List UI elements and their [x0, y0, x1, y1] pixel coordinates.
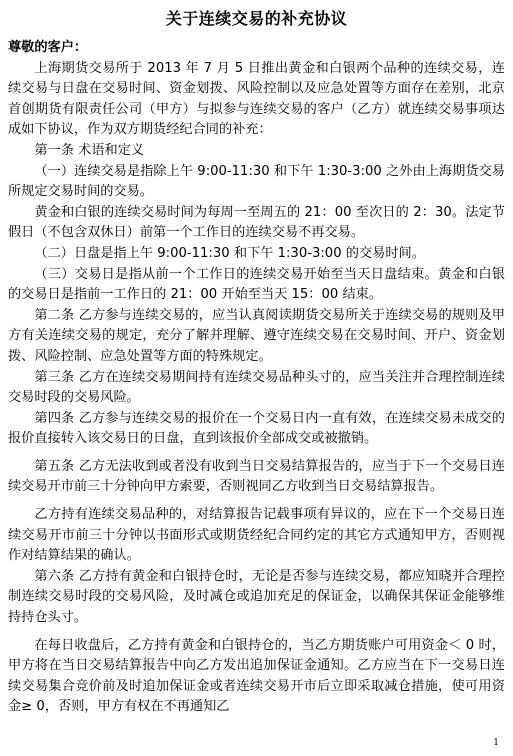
article-6-margin-call: 在每日收盘后，乙方持有黄金和白银持仓的，当乙方期货账户可用资金＜ 0 时，甲方将在当日交易结算报告中向乙方发出追加保证金通知。乙方应当在下一交易日连续交易集合竞价前及时追加保证金或者连续交易开市后立即采取减仓措施，使可用资金≥ 0，否则，甲方有权在不再通知乙: [8, 637, 505, 715]
article-4: 第四条 乙方参与连续交易的报价在一个交易日内一直有效，在连续交易未成交的报价直接转入该交易日的日盘，直到该报价全部成交或被撤销。: [8, 410, 505, 447]
article-5: 第五条 乙方无法收到或者没有收到当日交易结算报告的，应当于下一个交易日连续交易开市前三十分钟向甲方索要，否则视同乙方收到当日交易结算报告。: [8, 458, 505, 495]
article-2: 第二条 乙方参与连续交易的，应当认真阅读期货交易所关于连续交易的规则及甲方有关连续交易的规定，充分了解并理解、遵守连续交易在交易时间、开户、资金划拨、风险控制、应急处置等方面的特殊规定。: [8, 307, 505, 364]
salutation: 尊敬的客户：: [8, 40, 88, 55]
intro-paragraph: 上海期货交易所于 2013 年 7 月 5 日推出黄金和白银两个品种的连续交易，连续交易与日盘在交易时间、资金划拨、风险控制以及应急处置等方面存在差别，北京首创期货有限责任公司（甲方）与拟参与连续交易的客户（乙方）就连续交易事项达成如下协议，作为双方期货经纪合同的补充：: [8, 60, 505, 138]
document-title: 关于连续交易的补充协议: [165, 9, 348, 28]
gold-silver-trading-hours: 黄金和白银的连续交易时间为每周一至周五的 21：00 至次日的 2：30。法定节假日（不包含双休日）前第一个工作日的连续交易不再交易。: [8, 204, 505, 241]
document-body: [8, 38, 505, 718]
definition-trading-day: （三）交易日是指从前一个工作日的连续交易开始至当天日盘结束。黄金和白银的交易日是指前一工作日的 21：00 开始至当天 15：00 结束。: [8, 266, 505, 303]
definition-continuous-trading: （一）连续交易是指除上午 9:00-11:30 和下午 1:30-3:00 之外由上海期货交易所规定交易时间的交易。: [8, 163, 505, 200]
article-5-objection: 乙方持有连续交易品种的，对结算报告记载事项有异议的，应在下一个交易日连续交易开市前三十分钟以书面形式或期货经纪合同约定的其它方式通知甲方，否则视作对结算结果的确认。: [8, 507, 505, 564]
article-6: 第六条 乙方持有黄金和白银持仓时，无论是否参与连续交易，都应知晓并合理控制连续交易时段的交易风险，及时减仓或追加充足的保证金，以确保其保证金能够维持持仓头寸。: [8, 568, 505, 626]
definition-day-session: （二）日盘是指上午 9:00-11:30 和下午 1:30-3:00 的交易时间。: [34, 245, 425, 261]
article-1-heading: 第一条 术语和定义: [34, 142, 145, 158]
article-3: 第三条 乙方在连续交易期间持有连续交易品种头寸的，应当关注并合理控制连续交易时段的交易风险。: [8, 369, 505, 406]
page-number: 1: [493, 738, 499, 748]
